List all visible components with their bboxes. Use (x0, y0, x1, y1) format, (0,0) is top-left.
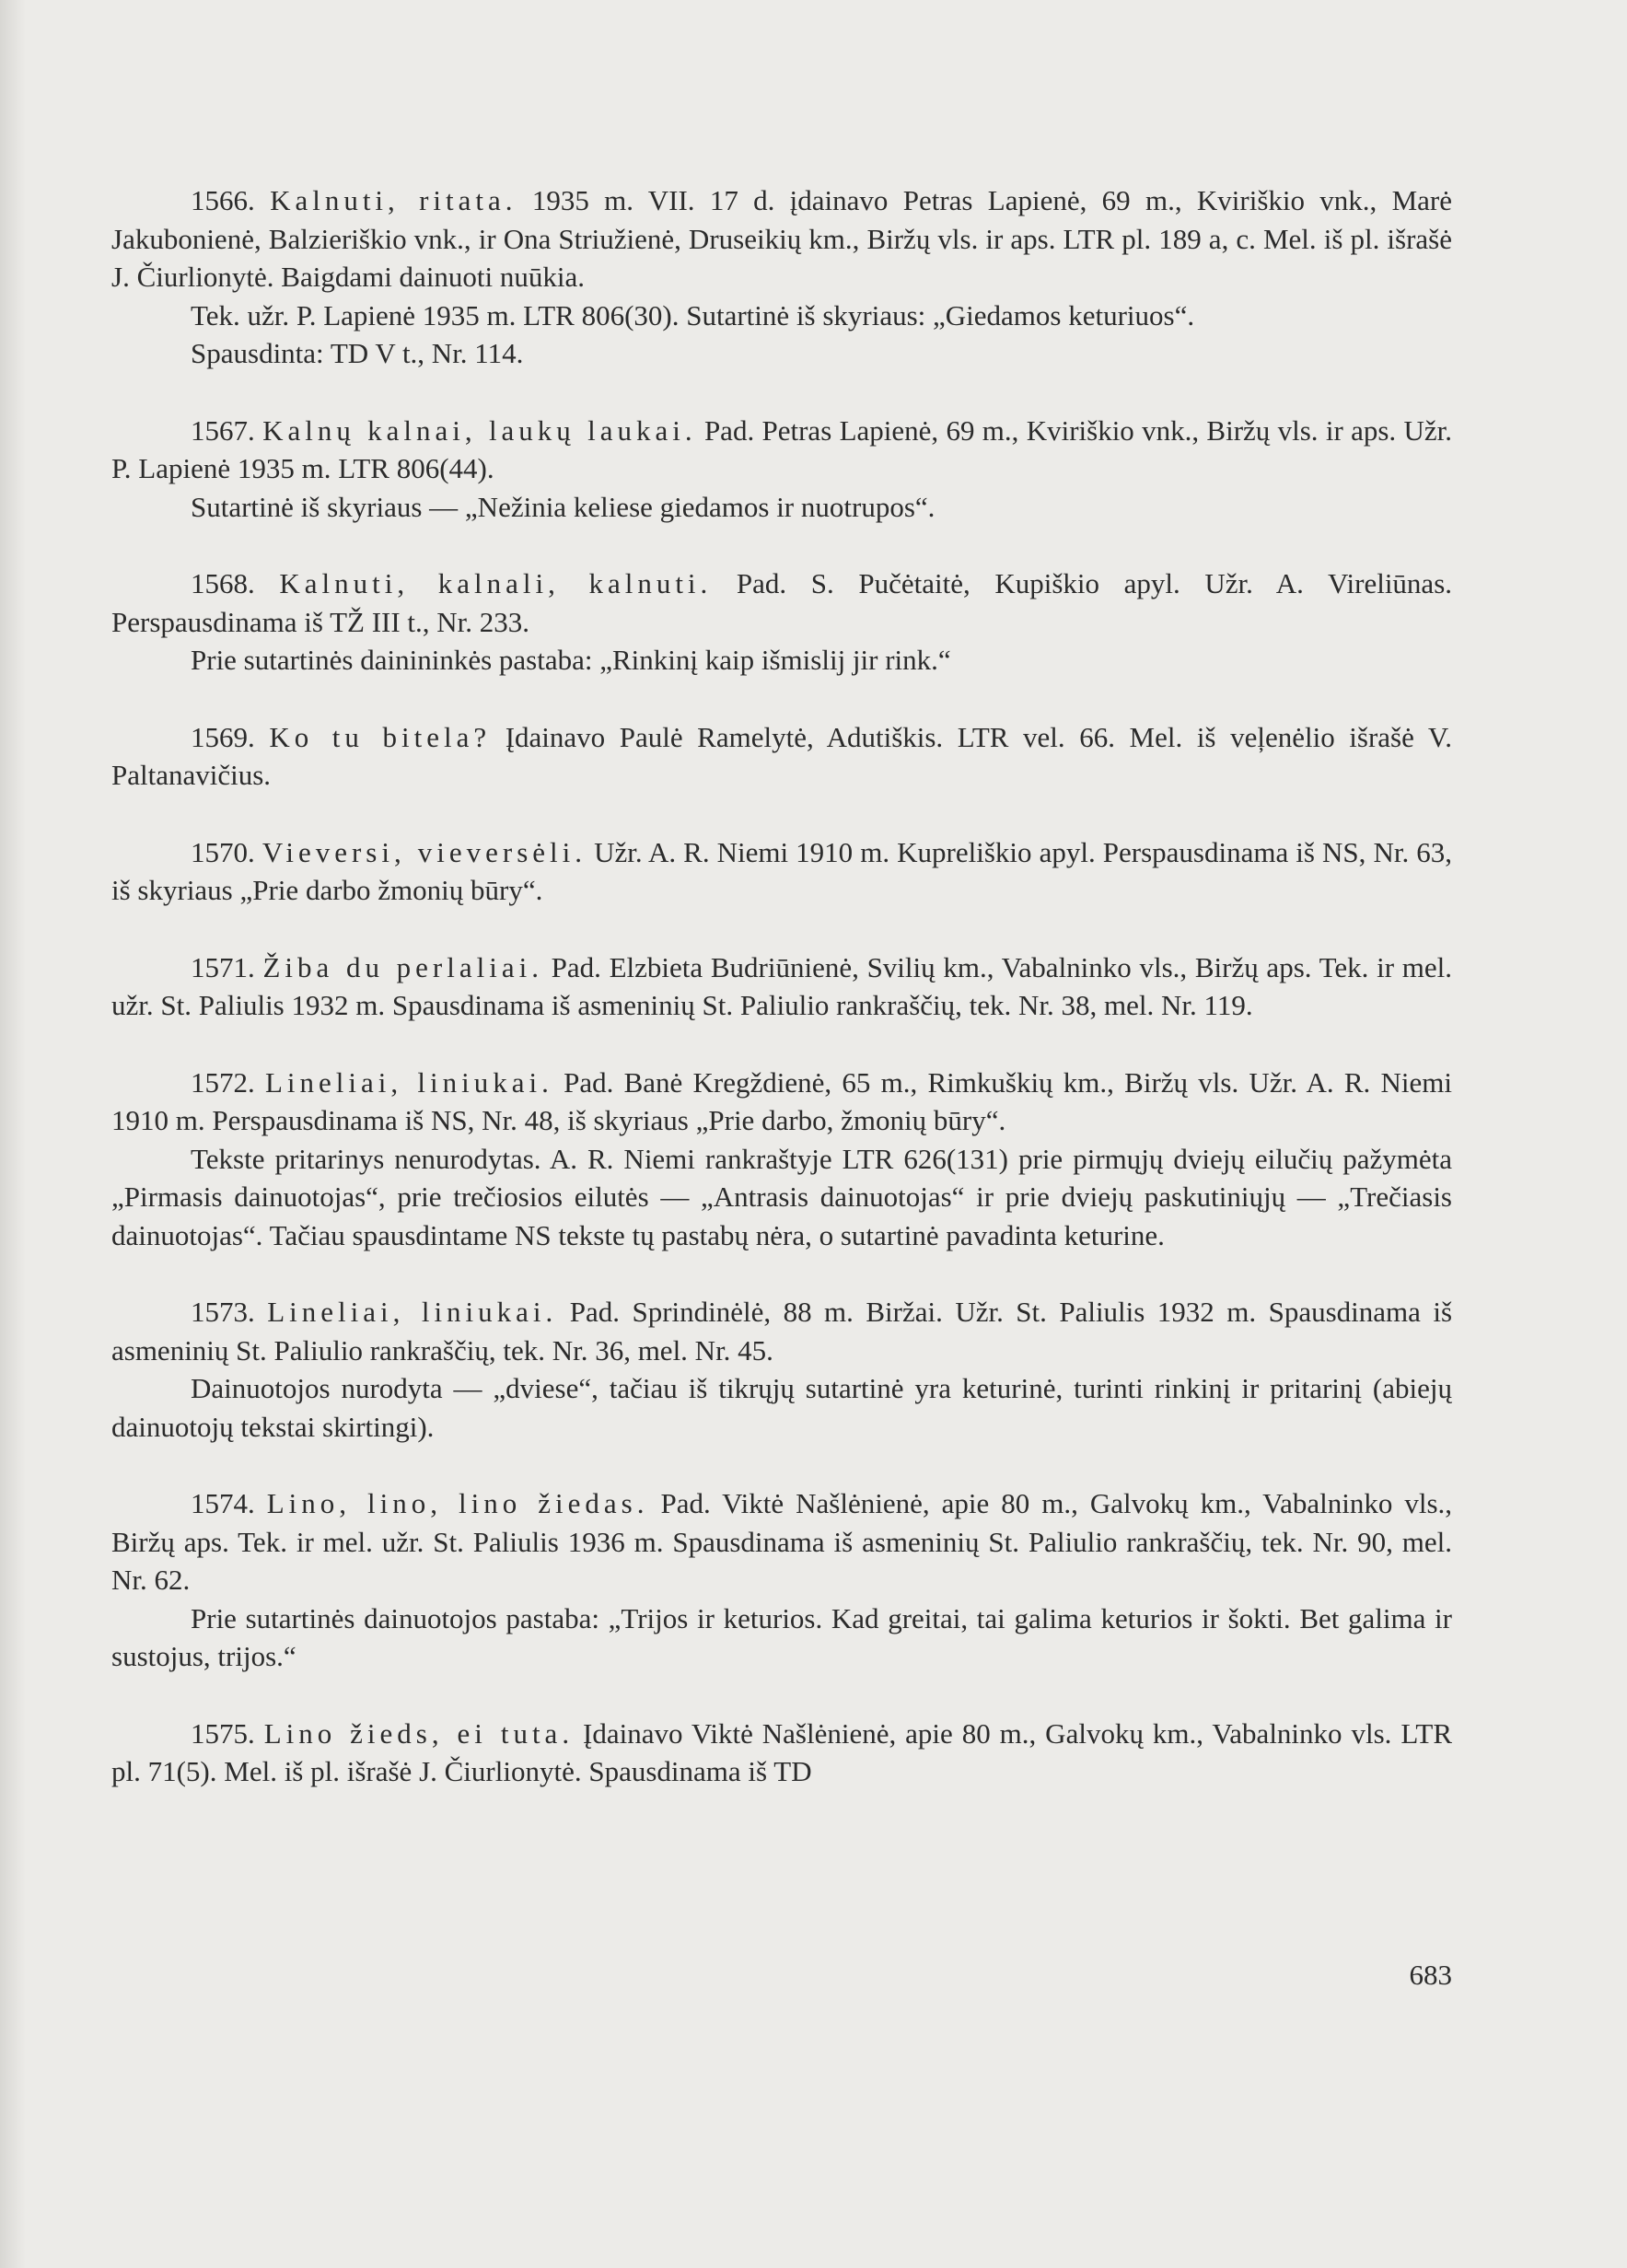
entry-title: Ko tu bitela? (269, 720, 492, 753)
entry-1575 (111, 1715, 1452, 1791)
entry-text: Įdainavo Paulė Ramelytė, Adutiškis. LTR vel. 66. Mel. iš veļenėlio išrašė V. Paltanavičius. (111, 720, 1453, 791)
entry-paragraph: Tek. užr. P. Lapienė 1935 m. LTR 806(30). Sutartinė iš skyriaus: „Giedamos keturiuos“. (191, 298, 1195, 331)
entry-1574 (111, 1484, 1452, 1676)
entry-first-paragraph (111, 1484, 1452, 1599)
entry-paragraph: Spausdinta: TD V t., Nr. 114. (191, 337, 524, 369)
entry-first-paragraph (111, 564, 1452, 641)
entry-title: Lino, lino, lino žiedas. (266, 1487, 649, 1519)
entry-text: Įdainavo Viktė Našlėnienė, apie 80 m., Galvokų km., Vabalninko vls. LTR pl. 71(5). Mel. iš pl. išrašė J. Čiurlionytė. Spausdinama iš TD (111, 1716, 1453, 1787)
entry-first-paragraph (111, 948, 1452, 1025)
entry-number: 1567. (191, 413, 255, 447)
entry-number: 1568. (191, 567, 255, 599)
entry-first-paragraph (111, 1064, 1452, 1140)
entry-1567 (111, 412, 1452, 527)
entry-1570 (111, 833, 1452, 910)
entry-1571 (111, 948, 1452, 1025)
entry-title: Kalnuti, kalnali, kalnuti. (279, 567, 713, 599)
entry-first-paragraph (111, 718, 1452, 795)
entry-text: Pad. Elzbieta Budriūnienė, Svilių km., Vabalninko vls., Biržų aps. Tek. ir mel. užr. St. Paliulis 1932 m. Spausdinama iš asmeninių St. Paliulio rankraščių, tek. Nr. 38, mel. Nr. 119. (111, 950, 1452, 1021)
entry-first-paragraph (111, 833, 1452, 910)
entry-first-paragraph (111, 412, 1452, 488)
entry-number: 1571. (191, 950, 255, 983)
entry-title: Lineliai, liniukai. (267, 1296, 558, 1328)
commentary-column (111, 181, 1452, 1830)
entry-1568 (111, 564, 1452, 680)
entry-title: Lino žieds, ei tuta. (263, 1716, 575, 1750)
entry-text: Pad. Sprindinėlė, 88 m. Biržai. Užr. St. Paliulis 1932 m. Spausdinama iš asmeninių St. Paliulio rankraščių, tek. Nr. 36, mel. Nr. 45. (111, 1296, 1453, 1367)
page-number: 683 (1409, 1959, 1452, 1991)
entry-number: 1575. (191, 1716, 255, 1750)
entry-paragraph: Sutartinė iš skyriaus — „Nežinia keliese giedamos ir nuotrupos“. (191, 490, 936, 523)
entry-number: 1566. (191, 184, 255, 216)
entry-paragraph: Dainuotojos nurodyta — „dviese“, tačiau iš tikrųjų sutartinė yra keturinė, turinti rinkinį ir pritarinį (abiejų dainuotojų tekstai skirtingi). (111, 1372, 1452, 1443)
entry-number: 1573. (191, 1296, 255, 1328)
entry-text: Užr. A. R. Niemi 1910 m. Kupreliškio apyl. Perspausdinama iš NS, Nr. 63, iš skyriaus „Prie darbo žmonių būry“. (111, 835, 1452, 906)
entry-1566 (111, 181, 1452, 373)
entry-number: 1572. (191, 1065, 255, 1099)
entry-title: Lineliai, liniukai. (265, 1065, 553, 1099)
entry-title: Kalnuti, ritata. (270, 184, 517, 216)
entry-number: 1574. (191, 1487, 255, 1519)
entry-first-paragraph (111, 1715, 1452, 1791)
entry-text: Pad. Viktė Našlėnienė, apie 80 m., Galvokų km., Vabalninko vls., Biržų aps. Tek. ir mel. užr. St. Paliulis 1936 m. Spausdinama iš asmeninių St. Paliulio rankraščių, tek. Nr. 90, mel. Nr. 62. (111, 1487, 1453, 1596)
entry-first-paragraph (111, 181, 1452, 297)
entry-paragraph: Tekste pritarinys nenurodytas. A. R. Niemi rankraštyje LTR 626(131) prie pirmųjų dviejų eilučių pažymėta „Pirmasis dainuotojas“, prie trečiosios eilutės — „Antrasis dainuotojas“ ir prie dviejų paskutiniųjų — „Trečiasis dainuotojas“. Tačiau spausdintame NS tekste tų pastabų nėra, o sutartinė pavadinta keturine. (111, 1142, 1452, 1251)
entry-title: Žiba du perlaliai. (262, 950, 543, 983)
entry-1573 (111, 1293, 1452, 1446)
entry-text: Pad. Petras Lapienė, 69 m., Kviriškio vnk., Biržų vls. ir aps. Užr. P. Lapienė 1935 m. LTR 806(44). (111, 413, 1452, 484)
entry-text: 1935 m. VII. 17 d. įdainavo Petras Lapienė, 69 m., Kviriškio vnk., Marė Jakubonienė, Balzieriškio vnk., ir Ona Striužienė, Druseikių km., Biržų vls. ir aps. LTR pl. 189 a, c. Mel. iš pl. išrašė J. Čiurlionytė. Baigdami dainuoti nuūkia. (111, 184, 1453, 293)
entry-title: Vieversi, vieversėli. (261, 835, 587, 868)
entry-text: Pad. Banė Kregždienė, 65 m., Rimkuškių km., Biržų vls. Užr. A. R. Niemi 1910 m. Perspausdinama iš NS, Nr. 48, iš skyriaus „Prie darbo, žmonių būry“. (111, 1065, 1453, 1136)
entry-first-paragraph (111, 1293, 1452, 1369)
entry-number: 1570. (191, 835, 255, 868)
entry-paragraph: Prie sutartinės dainininkės pastaba: „Rinkinį kaip išmislij jir rink.“ (191, 644, 951, 676)
entry-number: 1569. (191, 720, 255, 753)
entry-1572 (111, 1064, 1452, 1255)
entry-title: Kalnų kalnai, laukų laukai. (262, 413, 697, 447)
entry-text: Pad. S. Pučėtaitė, Kupiškio apyl. Užr. A. Vireliūnas. Perspausdinama iš TŽ III t., Nr. 233. (111, 567, 1453, 638)
entry-1569 (111, 718, 1452, 795)
entry-paragraph: Prie sutartinės dainuotojos pastaba: „Trijos ir keturios. Kad greitai, tai galima keturios ir šokti. Bet galima ir sustojus, trijos.“ (111, 1601, 1452, 1672)
